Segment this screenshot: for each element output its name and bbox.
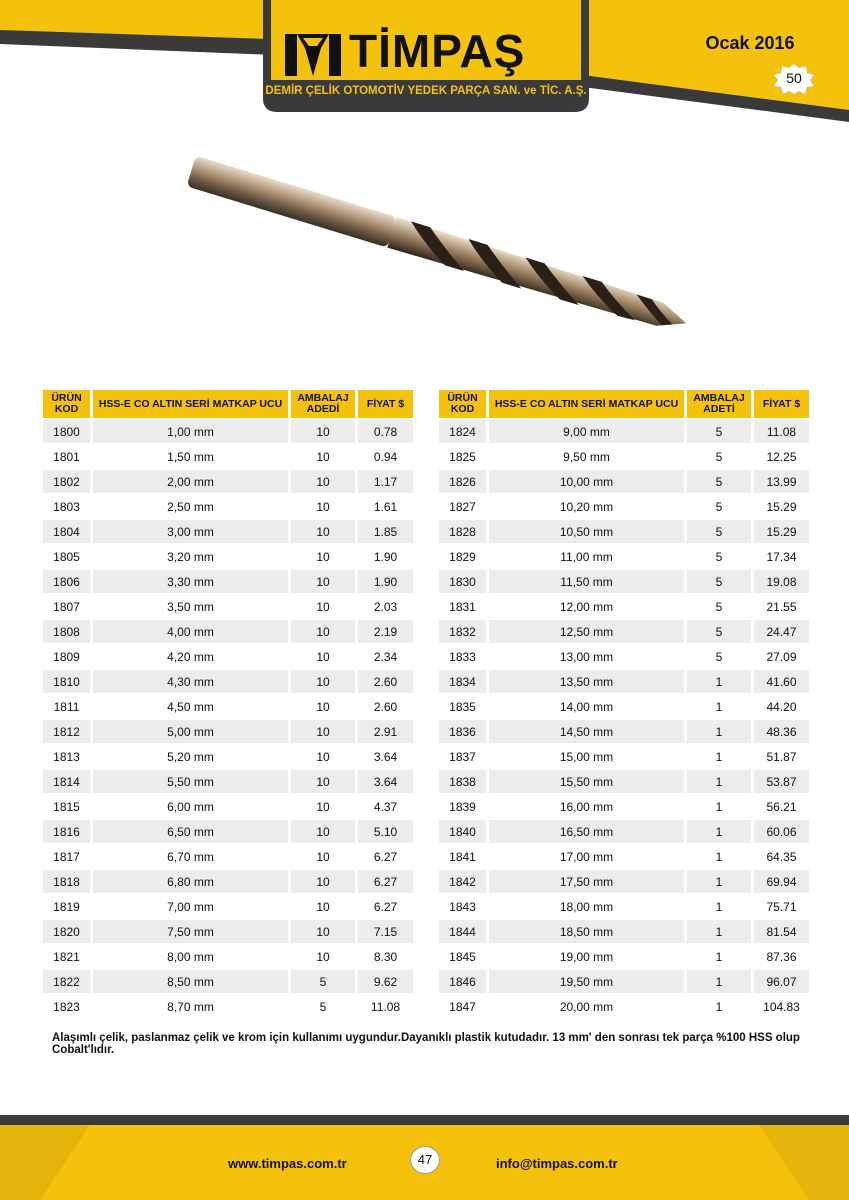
- product-code-cell: 1816: [43, 820, 93, 843]
- size-cell: 10,00 mm: [489, 470, 687, 493]
- product-code-cell: 1803: [43, 495, 93, 518]
- size-cell: 11,50 mm: [489, 570, 687, 593]
- package-qty-cell: 5: [687, 470, 754, 493]
- size-cell: 13,00 mm: [489, 645, 687, 668]
- price-cell: 21.55: [754, 595, 809, 618]
- product-code-cell: 1830: [439, 570, 489, 593]
- package-qty-cell: 10: [291, 720, 358, 743]
- size-cell: 13,50 mm: [489, 670, 687, 693]
- product-code-cell: 1838: [439, 770, 489, 793]
- package-qty-cell: 10: [291, 520, 358, 543]
- product-code-cell: 1800: [43, 420, 93, 443]
- product-code-cell: 1842: [439, 870, 489, 893]
- table-row: [43, 620, 413, 643]
- price-table-left: [43, 388, 413, 1020]
- size-cell: 7,50 mm: [93, 920, 291, 943]
- price-cell: 41.60: [754, 670, 809, 693]
- price-cell: 11.08: [358, 995, 413, 1018]
- price-cell: 2.91: [358, 720, 413, 743]
- product-code-cell: 1845: [439, 945, 489, 968]
- table-row: [43, 445, 413, 468]
- product-code-cell: 1806: [43, 570, 93, 593]
- table-row: [439, 820, 809, 843]
- table-row: [439, 795, 809, 818]
- header-price: FİYAT $: [358, 390, 413, 418]
- price-cell: 1.85: [358, 520, 413, 543]
- table-row: [43, 570, 413, 593]
- price-cell: 56.21: [754, 795, 809, 818]
- table-row: [439, 720, 809, 743]
- product-code-cell: 1824: [439, 420, 489, 443]
- package-qty-cell: 10: [291, 820, 358, 843]
- size-cell: 14,00 mm: [489, 695, 687, 718]
- price-cell: 48.36: [754, 720, 809, 743]
- price-cell: 2.60: [358, 670, 413, 693]
- package-qty-cell: 10: [291, 945, 358, 968]
- package-qty-cell: 10: [291, 770, 358, 793]
- size-cell: 3,50 mm: [93, 595, 291, 618]
- header-product-code: ÜRÜN KOD: [439, 390, 489, 418]
- package-qty-cell: 10: [291, 670, 358, 693]
- package-qty-cell: 1: [687, 970, 754, 993]
- size-cell: 14,50 mm: [489, 720, 687, 743]
- package-qty-cell: 5: [687, 620, 754, 643]
- package-qty-cell: 1: [687, 695, 754, 718]
- package-qty-cell: 1: [687, 870, 754, 893]
- price-cell: 6.27: [358, 895, 413, 918]
- price-cell: 81.54: [754, 920, 809, 943]
- product-note: Alaşımlı çelik, paslanmaz çelik ve krom için kullanımı uygundur.Dayanıklı plastik kutudadır. 13 mm' den sonrası tek parça %100 HSS olup Cobalt'lıdır.: [52, 1032, 800, 1056]
- product-code-cell: 1829: [439, 545, 489, 568]
- table-row: [43, 745, 413, 768]
- email-link[interactable]: info@timpas.com.tr: [496, 1156, 618, 1171]
- package-qty-cell: 5: [687, 595, 754, 618]
- size-cell: 19,00 mm: [489, 945, 687, 968]
- price-cell: 15.29: [754, 520, 809, 543]
- website-link[interactable]: www.timpas.com.tr: [228, 1156, 347, 1171]
- product-code-cell: 1802: [43, 470, 93, 493]
- size-cell: 4,30 mm: [93, 670, 291, 693]
- package-qty-cell: 10: [291, 645, 358, 668]
- price-cell: 51.87: [754, 745, 809, 768]
- table-header-row: [439, 390, 809, 418]
- product-code-cell: 1832: [439, 620, 489, 643]
- size-cell: 7,00 mm: [93, 895, 291, 918]
- package-qty-cell: 5: [687, 495, 754, 518]
- package-qty-cell: 10: [291, 445, 358, 468]
- price-cell: 0.94: [358, 445, 413, 468]
- size-cell: 18,00 mm: [489, 895, 687, 918]
- price-cell: 0.78: [358, 420, 413, 443]
- table-row: [43, 720, 413, 743]
- size-cell: 11,00 mm: [489, 545, 687, 568]
- size-cell: 12,50 mm: [489, 620, 687, 643]
- package-qty-cell: 10: [291, 470, 358, 493]
- table-body: [439, 420, 809, 1018]
- package-qty-cell: 10: [291, 695, 358, 718]
- size-cell: 20,00 mm: [489, 995, 687, 1018]
- product-code-cell: 1811: [43, 695, 93, 718]
- brand-name: TİMPAŞ: [349, 25, 526, 77]
- table-row: [43, 845, 413, 868]
- price-cell: 8.30: [358, 945, 413, 968]
- table-row: [439, 970, 809, 993]
- price-cell: 1.90: [358, 570, 413, 593]
- table-row: [43, 970, 413, 993]
- package-qty-cell: 10: [291, 895, 358, 918]
- table-row: [43, 545, 413, 568]
- table-row: [43, 795, 413, 818]
- size-cell: 17,00 mm: [489, 845, 687, 868]
- price-cell: 2.19: [358, 620, 413, 643]
- size-cell: 5,00 mm: [93, 720, 291, 743]
- product-code-cell: 1823: [43, 995, 93, 1018]
- package-qty-cell: 10: [291, 545, 358, 568]
- package-qty-cell: 5: [687, 520, 754, 543]
- product-code-cell: 1835: [439, 695, 489, 718]
- price-cell: 3.64: [358, 770, 413, 793]
- price-cell: 1.61: [358, 495, 413, 518]
- table-row: [43, 595, 413, 618]
- table-row: [43, 495, 413, 518]
- product-code-cell: 1844: [439, 920, 489, 943]
- size-cell: 5,50 mm: [93, 770, 291, 793]
- table-row: [439, 420, 809, 443]
- size-cell: 10,50 mm: [489, 520, 687, 543]
- size-cell: 15,00 mm: [489, 745, 687, 768]
- size-cell: 2,50 mm: [93, 495, 291, 518]
- size-cell: 4,20 mm: [93, 645, 291, 668]
- table-row: [439, 945, 809, 968]
- product-code-cell: 1843: [439, 895, 489, 918]
- price-cell: 15.29: [754, 495, 809, 518]
- table-row: [439, 995, 809, 1018]
- size-cell: 10,20 mm: [489, 495, 687, 518]
- package-qty-cell: 10: [291, 845, 358, 868]
- size-cell: 4,00 mm: [93, 620, 291, 643]
- product-code-cell: 1837: [439, 745, 489, 768]
- price-cell: 6.27: [358, 845, 413, 868]
- price-cell: 12.25: [754, 445, 809, 468]
- table-row: [43, 995, 413, 1018]
- table-row: [439, 870, 809, 893]
- price-cell: 2.03: [358, 595, 413, 618]
- size-cell: 15,50 mm: [489, 770, 687, 793]
- package-qty-cell: 1: [687, 820, 754, 843]
- size-cell: 1,50 mm: [93, 445, 291, 468]
- package-qty-cell: 10: [291, 920, 358, 943]
- package-qty-cell: 1: [687, 895, 754, 918]
- product-code-cell: 1817: [43, 845, 93, 868]
- size-cell: 4,50 mm: [93, 695, 291, 718]
- package-qty-cell: 5: [687, 445, 754, 468]
- package-qty-cell: 5: [687, 570, 754, 593]
- table-row: [43, 670, 413, 693]
- price-cell: 53.87: [754, 770, 809, 793]
- price-cell: 60.06: [754, 820, 809, 843]
- brand-logo: [263, 0, 589, 112]
- table-row: [43, 770, 413, 793]
- price-cell: 1.90: [358, 545, 413, 568]
- size-cell: 8,70 mm: [93, 995, 291, 1018]
- page-number: 47: [410, 1146, 440, 1174]
- size-cell: 9,00 mm: [489, 420, 687, 443]
- table-row: [439, 545, 809, 568]
- company-name: DEMİR ÇELİK OTOMOTİV YEDEK PARÇA SAN. ve TİC. A.Ş.: [265, 85, 587, 97]
- price-cell: 4.37: [358, 795, 413, 818]
- table-row: [43, 920, 413, 943]
- product-code-cell: 1809: [43, 645, 93, 668]
- product-code-cell: 1833: [439, 645, 489, 668]
- table-row: [43, 820, 413, 843]
- size-cell: 5,20 mm: [93, 745, 291, 768]
- package-qty-cell: 10: [291, 745, 358, 768]
- table-row: [439, 770, 809, 793]
- table-row: [43, 520, 413, 543]
- table-row: [439, 670, 809, 693]
- price-cell: 96.07: [754, 970, 809, 993]
- product-code-cell: 1818: [43, 870, 93, 893]
- price-cell: 2.60: [358, 695, 413, 718]
- table-row: [439, 595, 809, 618]
- product-code-cell: 1825: [439, 445, 489, 468]
- product-code-cell: 1804: [43, 520, 93, 543]
- table-row: [439, 745, 809, 768]
- price-cell: 7.15: [358, 920, 413, 943]
- size-cell: 9,50 mm: [489, 445, 687, 468]
- table-row: [439, 845, 809, 868]
- package-qty-cell: 10: [291, 620, 358, 643]
- price-cell: 64.35: [754, 845, 809, 868]
- price-cell: 27.09: [754, 645, 809, 668]
- product-code-cell: 1810: [43, 670, 93, 693]
- price-table-right: [439, 388, 809, 1020]
- header-description: HSS-E CO ALTIN SERİ MATKAP UCU: [489, 390, 687, 418]
- product-code-cell: 1819: [43, 895, 93, 918]
- package-qty-cell: 1: [687, 920, 754, 943]
- product-code-cell: 1820: [43, 920, 93, 943]
- package-qty-cell: 10: [291, 420, 358, 443]
- table-row: [43, 895, 413, 918]
- package-qty-cell: 5: [291, 970, 358, 993]
- size-cell: 8,00 mm: [93, 945, 291, 968]
- package-qty-cell: 10: [291, 595, 358, 618]
- product-code-cell: 1814: [43, 770, 93, 793]
- size-cell: 17,50 mm: [489, 870, 687, 893]
- price-cell: 6.27: [358, 870, 413, 893]
- table-header-row: [43, 390, 413, 418]
- header-price: FİYAT $: [754, 390, 809, 418]
- table-row: [439, 445, 809, 468]
- table-row: [439, 520, 809, 543]
- package-qty-cell: 5: [687, 420, 754, 443]
- size-cell: 2,00 mm: [93, 470, 291, 493]
- package-qty-cell: 10: [291, 570, 358, 593]
- size-cell: 3,00 mm: [93, 520, 291, 543]
- product-code-cell: 1826: [439, 470, 489, 493]
- table-body: [43, 420, 413, 1018]
- header-package-qty: AMBALAJ ADEDİ: [291, 390, 358, 418]
- table-row: [439, 920, 809, 943]
- product-code-cell: 1836: [439, 720, 489, 743]
- product-code-cell: 1822: [43, 970, 93, 993]
- price-cell: 3.64: [358, 745, 413, 768]
- package-qty-cell: 5: [687, 645, 754, 668]
- size-cell: 18,50 mm: [489, 920, 687, 943]
- logo-mark-icon: [285, 34, 341, 76]
- price-cell: 13.99: [754, 470, 809, 493]
- price-cell: 87.36: [754, 945, 809, 968]
- package-qty-cell: 1: [687, 745, 754, 768]
- table-row: [439, 620, 809, 643]
- catalog-date: Ocak 2016: [705, 33, 795, 53]
- product-code-cell: 1846: [439, 970, 489, 993]
- product-code-cell: 1808: [43, 620, 93, 643]
- price-cell: 11.08: [754, 420, 809, 443]
- price-cell: 69.94: [754, 870, 809, 893]
- size-cell: 12,00 mm: [489, 595, 687, 618]
- size-cell: 1,00 mm: [93, 420, 291, 443]
- product-code-cell: 1841: [439, 845, 489, 868]
- price-cell: 17.34: [754, 545, 809, 568]
- product-code-cell: 1815: [43, 795, 93, 818]
- table-row: [43, 645, 413, 668]
- size-cell: 8,50 mm: [93, 970, 291, 993]
- package-qty-cell: 1: [687, 770, 754, 793]
- size-cell: 6,50 mm: [93, 820, 291, 843]
- size-cell: 6,70 mm: [93, 845, 291, 868]
- header-package-qty: AMBALAJ ADETİ: [687, 390, 754, 418]
- package-qty-cell: 1: [687, 795, 754, 818]
- package-qty-cell: 10: [291, 495, 358, 518]
- size-cell: 6,80 mm: [93, 870, 291, 893]
- size-cell: 3,30 mm: [93, 570, 291, 593]
- package-qty-cell: 1: [687, 670, 754, 693]
- section-number: 50: [786, 70, 802, 86]
- table-row: [439, 495, 809, 518]
- table-row: [439, 895, 809, 918]
- product-code-cell: 1807: [43, 595, 93, 618]
- size-cell: 6,00 mm: [93, 795, 291, 818]
- package-qty-cell: 1: [687, 720, 754, 743]
- product-code-cell: 1805: [43, 545, 93, 568]
- product-code-cell: 1831: [439, 595, 489, 618]
- product-code-cell: 1821: [43, 945, 93, 968]
- package-qty-cell: 1: [687, 995, 754, 1018]
- size-cell: 16,00 mm: [489, 795, 687, 818]
- product-code-cell: 1847: [439, 995, 489, 1018]
- product-code-cell: 1828: [439, 520, 489, 543]
- table-row: [43, 420, 413, 443]
- product-code-cell: 1812: [43, 720, 93, 743]
- package-qty-cell: 10: [291, 870, 358, 893]
- table-row: [43, 470, 413, 493]
- table-row: [43, 945, 413, 968]
- package-qty-cell: 10: [291, 795, 358, 818]
- drill-bit-image: [150, 150, 710, 340]
- price-cell: 5.10: [358, 820, 413, 843]
- product-code-cell: 1813: [43, 745, 93, 768]
- product-code-cell: 1839: [439, 795, 489, 818]
- package-qty-cell: 1: [687, 845, 754, 868]
- package-qty-cell: 1: [687, 945, 754, 968]
- package-qty-cell: 5: [291, 995, 358, 1018]
- price-cell: 1.17: [358, 470, 413, 493]
- size-cell: 19,50 mm: [489, 970, 687, 993]
- price-cell: 24.47: [754, 620, 809, 643]
- price-cell: 9.62: [358, 970, 413, 993]
- table-row: [439, 645, 809, 668]
- price-cell: 44.20: [754, 695, 809, 718]
- product-code-cell: 1834: [439, 670, 489, 693]
- product-code-cell: 1801: [43, 445, 93, 468]
- price-cell: 104.83: [754, 995, 809, 1018]
- price-cell: 75.71: [754, 895, 809, 918]
- size-cell: 16,50 mm: [489, 820, 687, 843]
- header-description: HSS-E CO ALTIN SERİ MATKAP UCU: [93, 390, 291, 418]
- product-code-cell: 1840: [439, 820, 489, 843]
- price-cell: 19.08: [754, 570, 809, 593]
- table-row: [439, 470, 809, 493]
- table-row: [439, 570, 809, 593]
- product-code-cell: 1827: [439, 495, 489, 518]
- size-cell: 3,20 mm: [93, 545, 291, 568]
- table-row: [439, 695, 809, 718]
- package-qty-cell: 5: [687, 545, 754, 568]
- header-product-code: ÜRÜN KOD: [43, 390, 93, 418]
- table-row: [43, 695, 413, 718]
- price-cell: 2.34: [358, 645, 413, 668]
- table-row: [43, 870, 413, 893]
